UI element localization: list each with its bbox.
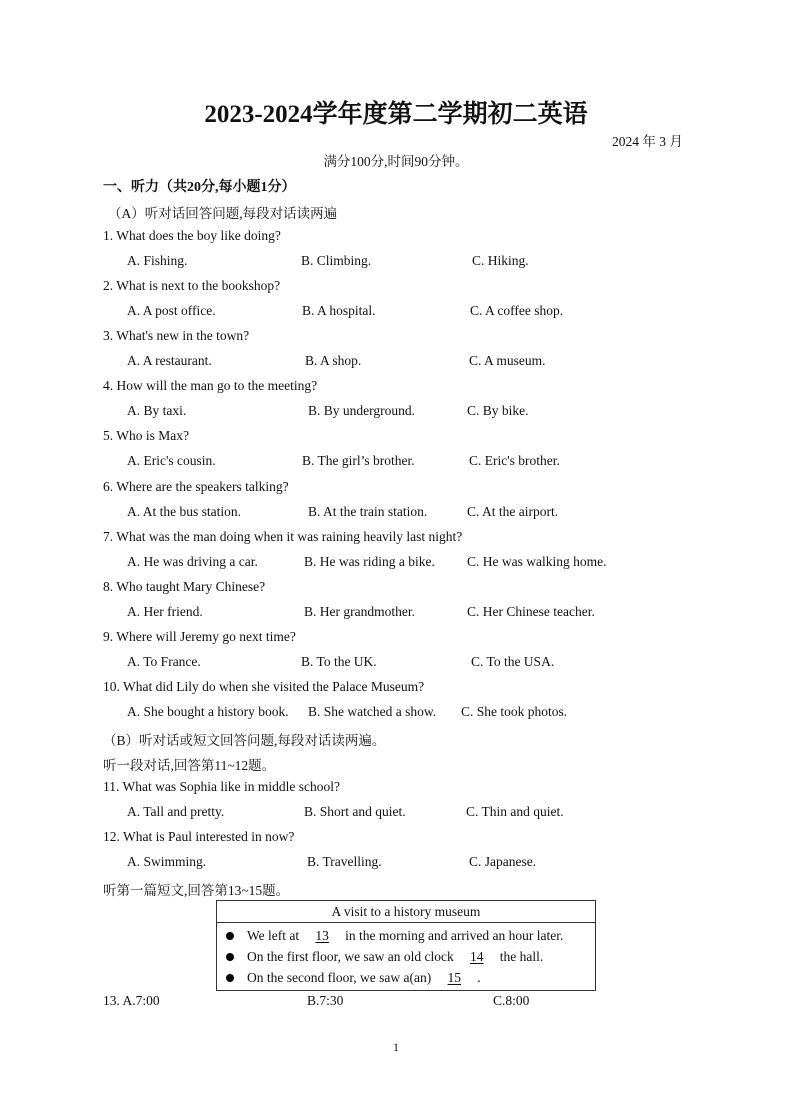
option-7a: A. He was driving a car. <box>127 554 258 569</box>
question-3: 3. What's new in the town? <box>103 328 250 343</box>
option-2b: B. A hospital. <box>302 303 376 318</box>
option-11c: C. Thin and quiet. <box>466 804 564 819</box>
bullet-icon <box>226 974 234 982</box>
question-7: 7. What was the man doing when it was raining heavily last night? <box>103 529 463 544</box>
question-5: 5. Who is Max? <box>103 428 189 443</box>
option-6b: B. At the train station. <box>308 504 428 519</box>
option-1c: C. Hiking. <box>472 253 529 268</box>
page-number: 1 <box>393 1040 399 1054</box>
question-10: 10. What did Lily do when she visited the Palace Museum? <box>103 679 425 694</box>
option-5c: C. Eric's brother. <box>469 453 560 468</box>
dialogue-instruction: 听一段对话,回答第11~12题。 <box>103 758 276 773</box>
blank-14: 14 <box>470 949 484 964</box>
notes-title: A visit to a history museum <box>217 901 596 923</box>
option-8b: B. Her grandmother. <box>304 604 415 619</box>
option-10a: A. She bought a history book. <box>127 704 289 719</box>
notes-row: On the second floor, we saw a(an) 15 . <box>217 967 595 988</box>
question-12: 12. What is Paul interested in now? <box>103 829 295 844</box>
option-1a: A. Fishing. <box>127 253 188 268</box>
option-10c: C. She took photos. <box>461 704 568 719</box>
option-3c: C. A museum. <box>469 353 546 368</box>
option-7c: C. He was walking home. <box>467 554 607 569</box>
exam-date: 2024 年 3 月 <box>612 134 683 149</box>
option-11b: B. Short and quiet. <box>304 804 406 819</box>
blank-13: 13 <box>315 928 329 943</box>
option-1b: B. Climbing. <box>301 253 372 268</box>
question-6: 6. Where are the speakers talking? <box>103 479 289 494</box>
notes-row: We left at 13 in the morning and arrived an hour later. <box>217 925 595 946</box>
bullet-icon <box>226 953 234 961</box>
option-12b: B. Travelling. <box>307 854 382 869</box>
exam-meta: 满分100分,时间90分钟。 <box>323 154 469 169</box>
question-11: 11. What was Sophia like in middle school? <box>103 779 340 794</box>
part-b-instruction: （B）听对话或短文回答问题,每段对话读两遍。 <box>103 733 386 748</box>
option-8c: C. Her Chinese teacher. <box>467 604 595 619</box>
notes-body <box>217 923 596 991</box>
option-6c: C. At the airport. <box>467 504 559 519</box>
option-9b: B. To the UK. <box>301 654 377 669</box>
option-4a: A. By taxi. <box>127 403 187 418</box>
option-12a: A. Swimming. <box>127 854 207 869</box>
option-9c: C. To the USA. <box>471 654 555 669</box>
part-a-instruction: （A）听对话回答问题,每段对话读两遍 <box>108 206 338 221</box>
bullet-icon <box>226 932 234 940</box>
section-heading-listening: 一、听力（共20分,每小题1分） <box>103 180 296 195</box>
option-4b: B. By underground. <box>308 403 415 418</box>
option-5a: A. Eric's cousin. <box>127 453 216 468</box>
page-title: 2023-2024学年度第二学期初二英语 <box>204 101 588 128</box>
option-7b: B. He was riding a bike. <box>304 554 435 569</box>
blank-15: 15 <box>447 970 462 985</box>
question-9: 9. Where will Jeremy go next time? <box>103 629 296 644</box>
option-12c: C. Japanese. <box>469 854 537 869</box>
option-2c: C. A coffee shop. <box>470 303 564 318</box>
option-13b: B.7:30 <box>307 993 344 1008</box>
question-1: 1. What does the boy like doing? <box>103 228 281 243</box>
notes-row: On the first floor, we saw an old clock 14 the hall. <box>217 946 595 967</box>
passage-instruction: 听第一篇短文,回答第13~15题。 <box>103 883 290 898</box>
option-2a: A. A post office. <box>127 303 216 318</box>
option-3b: B. A shop. <box>305 353 362 368</box>
option-5b: B. The girl’s brother. <box>302 453 415 468</box>
option-4c: C. By bike. <box>467 403 529 418</box>
question-8: 8. Who taught Mary Chinese? <box>103 579 266 594</box>
option-6a: A. At the bus station. <box>127 504 241 519</box>
question-2: 2. What is next to the bookshop? <box>103 278 281 293</box>
option-8a: A. Her friend. <box>127 604 203 619</box>
question-4: 4. How will the man go to the meeting? <box>103 378 318 393</box>
option-10b: B. She watched a show. <box>308 704 437 719</box>
option-9a: A. To France. <box>127 654 201 669</box>
option-11a: A. Tall and pretty. <box>127 804 225 819</box>
notes-table <box>216 900 596 991</box>
option-13c: C.8:00 <box>493 993 530 1008</box>
option-13a: 13. A.7:00 <box>103 993 160 1008</box>
option-3a: A. A restaurant. <box>127 353 212 368</box>
